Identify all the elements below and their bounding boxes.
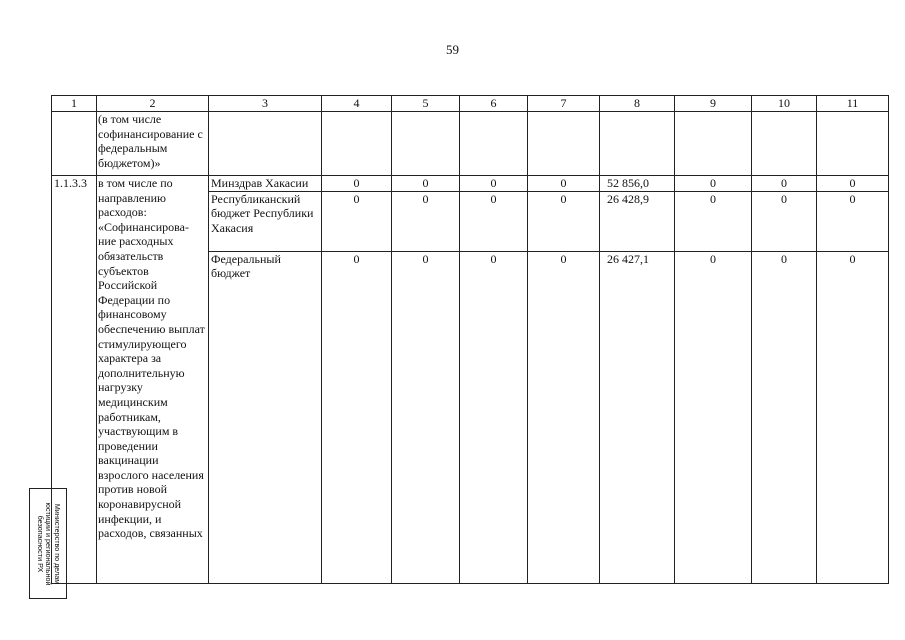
header-cell: 1	[52, 96, 97, 112]
empty-cell	[528, 112, 600, 176]
value-cell: 0	[392, 251, 460, 583]
continuation-code	[52, 112, 97, 176]
value-cell: 0	[322, 176, 392, 192]
value-cell: 0	[460, 251, 528, 583]
value-cell: 0	[460, 176, 528, 192]
empty-cell	[209, 112, 322, 176]
continuation-text: (в том числе софинансирование с федеральным бюджетом)»	[97, 112, 209, 176]
header-cell: 2	[97, 96, 209, 112]
value-cell: 0	[392, 176, 460, 192]
value-cell: 0	[528, 191, 600, 251]
table-row	[52, 176, 889, 192]
value-cell: 0	[817, 176, 889, 192]
page-number: 59	[446, 42, 459, 57]
row-code: 1.1.3.3	[52, 176, 97, 584]
stamp-line: безопасности РХ	[35, 515, 45, 572]
empty-cell	[600, 112, 675, 176]
header-cell: 6	[460, 96, 528, 112]
header-cell: 7	[528, 96, 600, 112]
value-cell: 0	[752, 251, 817, 583]
empty-cell	[752, 112, 817, 176]
header-row	[52, 96, 889, 112]
header-cell: 10	[752, 96, 817, 112]
value-cell: 0	[528, 251, 600, 583]
value-cell: 0	[528, 176, 600, 192]
stamp-line: юстиции и региональной	[44, 502, 54, 585]
value-cell: 0	[322, 191, 392, 251]
value-cell: 0	[460, 191, 528, 251]
empty-cell	[675, 112, 752, 176]
ministry-stamp	[29, 488, 67, 599]
header-cell: 8	[600, 96, 675, 112]
header-cell: 11	[817, 96, 889, 112]
value-cell: 0	[752, 191, 817, 251]
value-cell: 0	[392, 191, 460, 251]
stamp-text	[35, 491, 61, 596]
value-cell: 26 427,1	[600, 251, 675, 583]
empty-cell	[817, 112, 889, 176]
budget-table	[51, 95, 889, 584]
funding-source: Республиканский бюджет Республики Хакасия	[209, 191, 322, 251]
funding-source: Федеральный бюджет	[209, 251, 322, 583]
stamp-line: Министерство по делам	[52, 503, 62, 584]
row-description: в том числе по направлению расходов: «Софинансирова-ние расходных обязательств субъектов Российской Федерации по финансовому обеспечению выплат стимулирующего характера за дополнительную нагрузку медицинским работникам, участвующим в проведении вакцинации взрослого населения против новой коронавирусной инфекции, и расходов, связанных	[97, 176, 209, 584]
value-cell: 0	[817, 251, 889, 583]
value-cell: 52 856,0	[600, 176, 675, 192]
header-cell: 9	[675, 96, 752, 112]
empty-cell	[392, 112, 460, 176]
value-cell: 0	[322, 251, 392, 583]
value-cell: 0	[817, 191, 889, 251]
empty-cell	[322, 112, 392, 176]
value-cell: 0	[675, 251, 752, 583]
header-cell: 5	[392, 96, 460, 112]
empty-cell	[460, 112, 528, 176]
header-cell: 4	[322, 96, 392, 112]
funding-source: Минздрав Хакасии	[209, 176, 322, 192]
value-cell: 26 428,9	[600, 191, 675, 251]
value-cell: 0	[752, 176, 817, 192]
value-cell: 0	[675, 191, 752, 251]
value-cell: 0	[675, 176, 752, 192]
continuation-row	[52, 112, 889, 176]
header-cell: 3	[209, 96, 322, 112]
